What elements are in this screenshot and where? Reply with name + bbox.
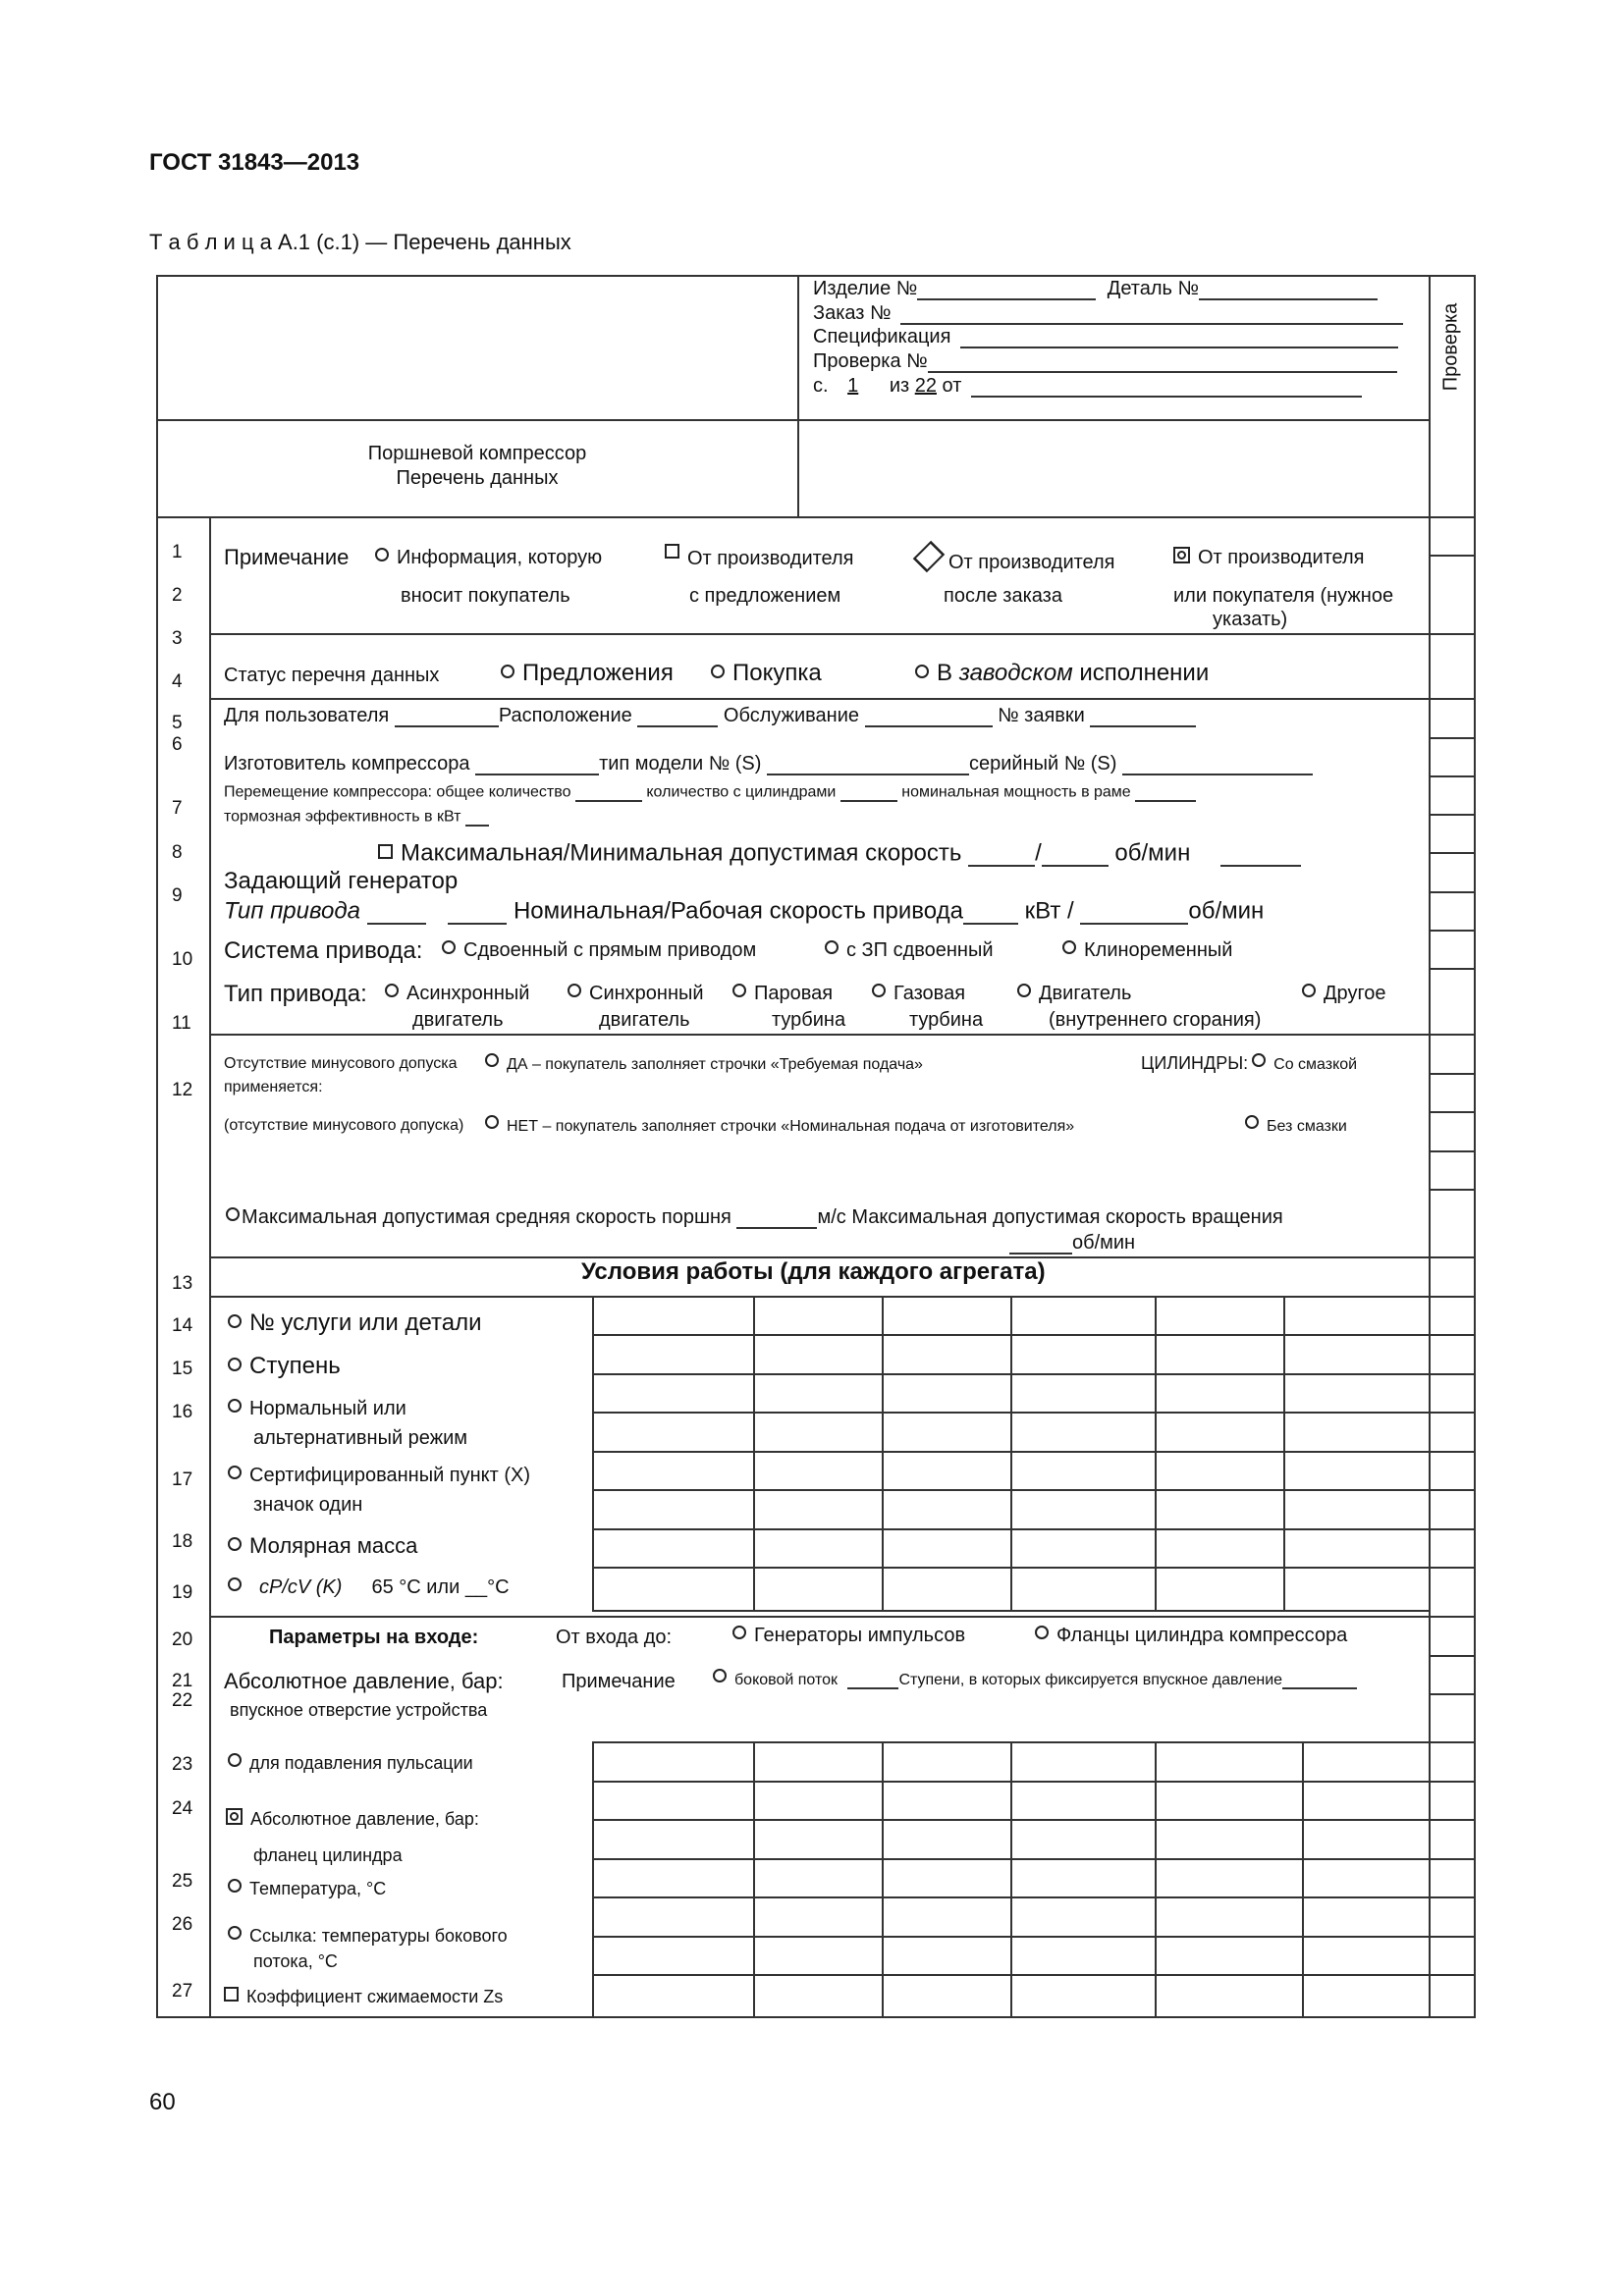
row-number: 23	[172, 1754, 193, 1775]
user-row	[224, 704, 1196, 727]
page-prefix: с.	[813, 375, 829, 397]
brake-field[interactable]	[465, 807, 489, 827]
stage-label: Ступень	[249, 1353, 341, 1379]
of-label: из	[889, 375, 910, 397]
product-field[interactable]	[917, 277, 1096, 300]
note-option-2-line2: с предложением	[689, 585, 841, 607]
side-stream-label: боковой поток	[734, 1672, 838, 1688]
note-option-3: От производителя	[948, 552, 1115, 573]
check-no-label: Проверка №	[813, 350, 928, 372]
row-number: 12	[172, 1080, 193, 1100]
drive-type-async: Асинхронный	[406, 983, 530, 1004]
radio-button[interactable]	[732, 984, 746, 997]
side-temperature-label: Ссылка: температуры бокового	[249, 1926, 508, 1946]
radio-button[interactable]	[915, 665, 929, 678]
row-number: 27	[172, 1981, 193, 2002]
conditions-title: Условия работы (для каждого агрегата)	[581, 1258, 1046, 1285]
radio-button[interactable]	[228, 1314, 242, 1328]
drive-type-sync-line2: двигатель	[599, 1009, 690, 1031]
radio-button[interactable]	[442, 940, 456, 954]
row-number: 5	[172, 713, 183, 733]
location-label: Расположение	[498, 705, 632, 726]
row-number: 10	[172, 949, 193, 970]
radio-button[interactable]	[1062, 940, 1076, 954]
brake-label: тормозная эффективность в кВт	[224, 808, 461, 826]
radio-button[interactable]	[485, 1115, 499, 1129]
radio-button[interactable]	[501, 665, 514, 678]
part-label: Деталь №	[1107, 278, 1199, 299]
row-number: 15	[172, 1359, 193, 1379]
drive-type-steam: Паровая	[754, 983, 834, 1004]
page-total: 22	[914, 375, 937, 397]
drive-type-label: Тип привода	[224, 897, 360, 925]
molar-mass-label: Молярная масса	[249, 1533, 418, 1558]
kw-field[interactable]	[963, 897, 1018, 925]
user-field[interactable]	[395, 704, 499, 727]
row-number: 18	[172, 1531, 193, 1552]
min-speed-field[interactable]	[968, 839, 1035, 867]
radio-button[interactable]	[1035, 1626, 1049, 1639]
row-number: 7	[172, 798, 183, 819]
checked-radio-box[interactable]	[1173, 547, 1190, 563]
row-number: 17	[172, 1469, 193, 1490]
drive-type-async-line2: двигатель	[412, 1009, 504, 1031]
note-option-2: От производителя	[687, 548, 854, 569]
drive-extra-field[interactable]	[448, 897, 507, 925]
radio-button[interactable]	[485, 1053, 499, 1067]
lubricated-label: Со смазкой	[1273, 1056, 1358, 1073]
drive-type-gas-line2: турбина	[909, 1009, 984, 1031]
side-temperature-label-line2: потока, °C	[253, 1951, 338, 1971]
spec-field[interactable]	[960, 325, 1398, 348]
generator-label: Задающий генератор	[224, 868, 459, 894]
displacement-field[interactable]	[575, 782, 642, 802]
row-number: 14	[172, 1315, 193, 1336]
side-stream-field[interactable]	[847, 1670, 898, 1689]
serial-label: серийный № (S)	[968, 753, 1117, 774]
non-lubricated-label: Без смазки	[1267, 1118, 1347, 1135]
checkbox[interactable]	[224, 1987, 239, 2002]
product-label: Изделие №	[813, 278, 918, 299]
checked-radio-box[interactable]	[226, 1808, 243, 1825]
row-number: 16	[172, 1402, 193, 1422]
row-number: 9	[172, 885, 183, 906]
page-number: 1	[847, 375, 859, 397]
note-option-4-line3: указать)	[1213, 609, 1288, 630]
certified-label-line2: значок один	[253, 1494, 363, 1516]
speed-slash: /	[1035, 839, 1042, 867]
device-inlet-label: впускное отверстие устройства	[230, 1700, 488, 1720]
from-label: от	[942, 375, 962, 397]
radio-button[interactable]	[228, 1399, 242, 1413]
stages-label: Ступени, в которых фиксируется впускное давление	[898, 1672, 1283, 1688]
row-number: 26	[172, 1914, 193, 1935]
nominal-speed-label: Номинальная/Рабочая скорость привода	[513, 897, 963, 925]
drive-system-option-2: с ЗП сдвоенный	[846, 939, 994, 961]
drive-type-sync: Синхронный	[589, 983, 704, 1004]
location-field[interactable]	[637, 704, 718, 727]
frame-power-label: номинальная мощность в раме	[901, 783, 1131, 801]
row-number: 24	[172, 1798, 193, 1819]
certified-label: Сертифицированный пункт (X)	[249, 1465, 531, 1486]
stages-field[interactable]	[1282, 1670, 1357, 1689]
radio-button[interactable]	[228, 1926, 242, 1940]
drive-type-steam-line2: турбина	[772, 1009, 846, 1031]
piston-speed-unit: м/с Максимальная допустимая скорость вращения	[817, 1206, 1283, 1228]
request-field[interactable]	[1090, 704, 1196, 727]
drive-system-option-1: Сдвоенный с прямым приводом	[463, 939, 757, 961]
maker-field[interactable]	[475, 752, 599, 775]
row-number: 25	[172, 1871, 193, 1892]
drive-type-engine: Двигатель	[1039, 983, 1132, 1004]
status-proposal: Предложения	[522, 660, 674, 686]
service-no-label: № услуги или детали	[249, 1309, 482, 1336]
compressibility-label: Коэффициент сжимаемости Zs	[246, 1987, 504, 2006]
kw-unit: кВт /	[1024, 897, 1074, 925]
cylinders-label: количество с цилиндрами	[646, 783, 837, 801]
radio-button[interactable]	[872, 984, 886, 997]
status-factory-b: заводском	[958, 660, 1073, 686]
cylinders-label: ЦИЛИНДРЫ:	[1141, 1053, 1249, 1073]
inlet-note-label: Примечание	[562, 1671, 676, 1692]
row-number: 13	[172, 1273, 193, 1294]
checkbox[interactable]	[378, 844, 393, 859]
request-label: № заявки	[998, 705, 1085, 726]
note-option-4: От производителя	[1198, 547, 1365, 568]
serial-field[interactable]	[1122, 752, 1313, 775]
mode-label-line2: альтернативный режим	[253, 1427, 467, 1449]
displacement-label: Перемещение компрессора: общее количество	[224, 783, 571, 801]
radio-button[interactable]	[711, 665, 725, 678]
max-speed-field[interactable]	[1042, 839, 1109, 867]
inlet-from-label: От входа до:	[556, 1627, 673, 1648]
check-side-label: Проверка	[1439, 302, 1462, 392]
note-option-4-line2: или покупателя (нужное	[1173, 585, 1394, 607]
rotation-speed-unit: об/мин	[1072, 1232, 1136, 1254]
part-field[interactable]	[1199, 277, 1378, 300]
page-number: 60	[149, 2089, 176, 2115]
speed-label: Максимальная/Минимальная допустимая скорость	[401, 839, 962, 867]
rpm-unit: об/мин	[1188, 897, 1265, 925]
note-option-1: Информация, которую	[397, 547, 603, 568]
speed-unit: об/мин	[1114, 839, 1191, 867]
rotation-speed-field[interactable]	[1009, 1231, 1072, 1255]
radio-button[interactable]	[1302, 984, 1316, 997]
status-label: Статус перечня данных	[224, 665, 440, 686]
radio-button[interactable]	[568, 984, 581, 997]
note-option-3-line2: после заказа	[944, 585, 1062, 607]
order-label: Заказ №	[813, 302, 892, 324]
spec-label: Спецификация	[813, 326, 951, 347]
radio-button[interactable]	[228, 1358, 242, 1371]
checkbox[interactable]	[665, 544, 679, 559]
radio-button[interactable]	[228, 1753, 242, 1767]
radio-button[interactable]	[228, 1466, 242, 1479]
row-number: 19	[172, 1582, 193, 1603]
piston-speed-field[interactable]	[736, 1205, 817, 1229]
date-field[interactable]	[971, 374, 1362, 398]
inlet-option-flange: Фланцы цилиндра компрессора	[1056, 1625, 1348, 1646]
table-caption: Т а б л и ц а А.1 (с.1) — Перечень данных	[149, 230, 571, 254]
tolerance-label-2: применяется:	[224, 1079, 323, 1095]
tolerance-label-3: (отсутствие минусового допуска)	[224, 1117, 464, 1134]
abs-pressure-flange-label: Абсолютное давление, бар:	[250, 1809, 479, 1829]
check-no-field[interactable]	[928, 349, 1397, 373]
status-purchase: Покупка	[732, 660, 822, 686]
diamond-checkbox[interactable]	[913, 541, 946, 573]
document-code: ГОСТ 31843—2013	[149, 149, 360, 176]
piston-speed-label: Максимальная допустимая средняя скорость поршня	[242, 1206, 731, 1228]
drive-type-other: Другое	[1324, 983, 1386, 1004]
radio-button[interactable]	[385, 984, 399, 997]
cylinders-field[interactable]	[840, 782, 897, 802]
note-label: Примечание	[224, 545, 350, 569]
radio-button[interactable]	[228, 1879, 242, 1893]
row-number: 20	[172, 1629, 193, 1650]
radio-button[interactable]	[825, 940, 839, 954]
row-number: 3	[172, 628, 183, 649]
frame-power-field[interactable]	[1135, 782, 1196, 802]
row-number: 1	[172, 542, 183, 562]
order-field[interactable]	[900, 301, 1403, 325]
temperature-inlet-label: Температура, °C	[249, 1879, 387, 1898]
cp-cv-label: cP/cV (K)	[259, 1576, 343, 1598]
temperature-label: 65 °C или __°C	[371, 1576, 510, 1598]
radio-button[interactable]	[713, 1669, 727, 1682]
radio-button[interactable]	[1245, 1115, 1259, 1129]
maker-label: Изготовитель компрессора	[224, 753, 470, 774]
row-number: 22	[172, 1690, 193, 1711]
radio-button[interactable]	[1252, 1053, 1266, 1067]
abs-pressure-label: Абсолютное давление, бар:	[224, 1669, 504, 1693]
drive-type-row-label: Тип привода:	[224, 981, 367, 1007]
radio-button[interactable]	[228, 1577, 242, 1591]
form-name-line2: Перечень данных	[396, 467, 559, 489]
model-label: тип модели № (S)	[599, 753, 762, 774]
drive-system-option-3: Клиноременный	[1084, 939, 1233, 961]
user-label: Для пользователя	[224, 705, 390, 726]
cylinder-flange-label: фланец цилиндра	[253, 1845, 403, 1865]
inlet-title: Параметры на входе:	[269, 1627, 479, 1648]
rpm-field[interactable]	[1080, 897, 1188, 925]
inlet-option-pulse: Генераторы импульсов	[754, 1625, 966, 1646]
row-number: 2	[172, 585, 183, 606]
radio-button[interactable]	[732, 1626, 746, 1639]
model-field[interactable]	[767, 752, 969, 775]
speed-row	[378, 839, 1301, 867]
drive-type-engine-line2: (внутреннего сгорания)	[1049, 1009, 1262, 1031]
tolerance-label-1: Отсутствие минусового допуска	[224, 1055, 458, 1072]
row-number: 4	[172, 671, 183, 692]
tolerance-no: НЕТ – покупатель заполняет строчки «Номинальная подача от изготовителя»	[507, 1118, 1075, 1135]
radio-button[interactable]	[1017, 984, 1031, 997]
speed-extra-field[interactable]	[1220, 839, 1301, 867]
form-name-line1: Поршневой компрессор	[367, 443, 587, 464]
radio-button[interactable]	[226, 1207, 240, 1221]
drive-type-field[interactable]	[367, 897, 426, 925]
mode-label: Нормальный или	[249, 1398, 406, 1419]
pulsation-label: для подавления пульсации	[249, 1753, 473, 1773]
radio-button[interactable]	[375, 548, 389, 561]
row-number: 6	[172, 734, 183, 755]
service-field[interactable]	[865, 704, 993, 727]
drive-system-label: Система привода:	[224, 937, 423, 964]
row-number: 11	[172, 1013, 191, 1034]
status-factory-a: В	[937, 660, 953, 686]
service-label: Обслуживание	[723, 705, 860, 726]
row-number: 8	[172, 842, 183, 863]
tolerance-yes: ДА – покупатель заполняет строчки «Требуемая подача»	[507, 1056, 923, 1073]
note-option-1-line2: вносит покупатель	[401, 585, 570, 607]
row-number: 21	[172, 1671, 193, 1691]
radio-button[interactable]	[228, 1537, 242, 1551]
drive-type-gas: Газовая	[893, 983, 966, 1004]
status-factory-c: исполнении	[1079, 660, 1210, 686]
